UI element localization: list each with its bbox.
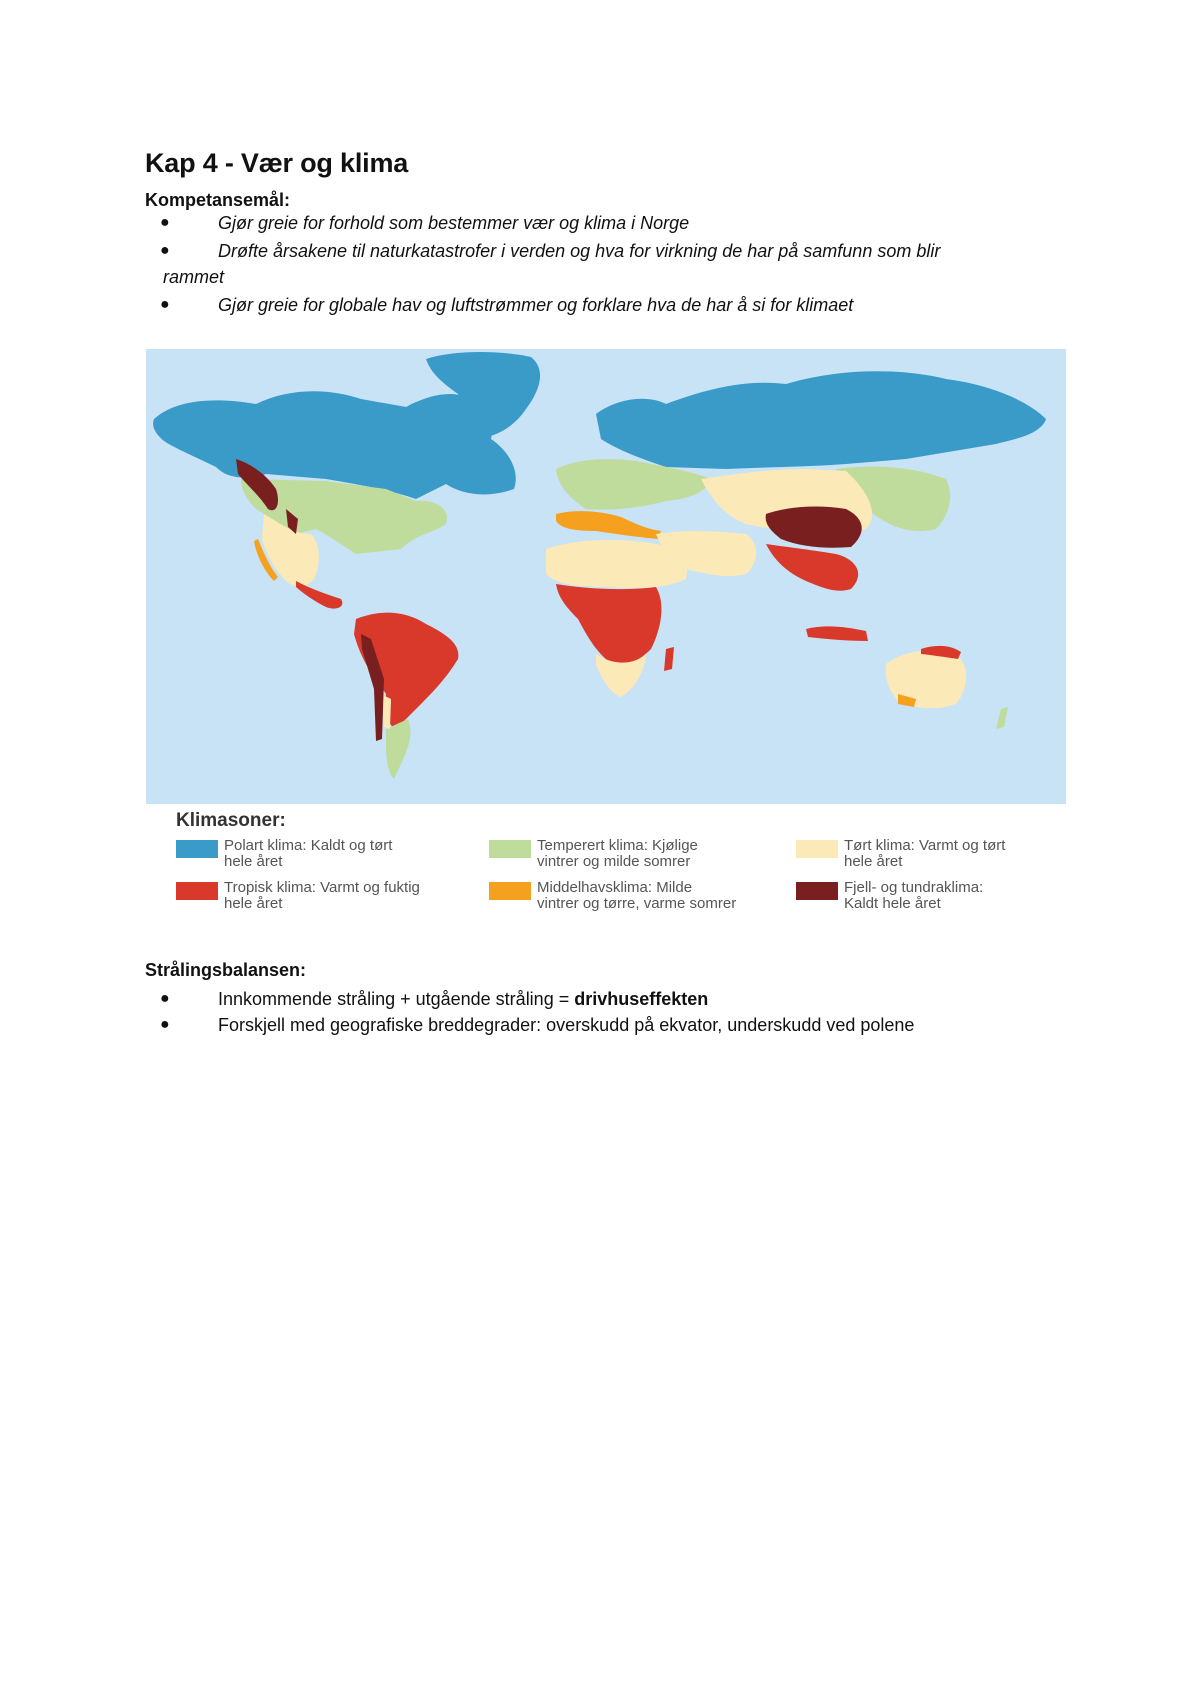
climate-zone-map [146, 349, 1066, 804]
radiation-text: Innkommende stråling + utgående stråling = [218, 989, 575, 1009]
radiation-heading: Strålingsbalansen: [145, 960, 307, 980]
legend-label [224, 838, 464, 870]
legend-swatch [489, 840, 531, 858]
legend-item-temperate [489, 838, 779, 878]
goals-list [145, 210, 1065, 320]
goals-heading: Kompetansemål: [145, 190, 291, 210]
bullet-icon: ● [160, 242, 170, 259]
legend-label [844, 880, 1084, 912]
legend-line: hele året [844, 853, 903, 870]
legend-item-tropical [176, 880, 466, 920]
legend-item-polar [176, 838, 466, 878]
bullet-icon: ● [160, 296, 170, 313]
bullet-icon: ● [160, 214, 170, 231]
legend-swatch [176, 882, 218, 900]
legend-line: hele året [224, 895, 283, 912]
bullet-icon: ● [160, 990, 170, 1007]
legend-title: Klimasoner: [176, 810, 286, 831]
legend-line: Middelhavsklima: Milde [537, 879, 693, 896]
world-map-image [146, 349, 1066, 804]
goal-text: Gjør greie for globale hav og luftstrømmer og forklare hva de har å si for klimaet [218, 295, 854, 315]
goal-text: Drøfte årsakene til naturkatastrofer i verden og hva for virkning de har på samfunn som blir [218, 241, 941, 261]
map-legend [146, 808, 1066, 920]
legend-label [844, 838, 1084, 870]
legend-swatch [796, 840, 838, 858]
legend-line: Tørt klima: Varmt og tørt [844, 837, 1006, 854]
legend-item-mediterranean [489, 880, 779, 920]
legend-line: Polart klima: Kaldt og tørt [224, 837, 393, 854]
radiation-bold-term: drivhuseffekten [574, 989, 709, 1009]
radiation-text: Forskjell med geografiske breddegrader: overskudd på ekvator, underskudd ved polene [218, 1015, 915, 1035]
legend-line: Kaldt hele året [844, 895, 941, 912]
legend-line: Temperert klima: Kjølige [537, 837, 698, 854]
bullet-icon: ● [160, 1016, 170, 1033]
legend-item-dry [796, 838, 1086, 878]
legend-label [224, 880, 464, 912]
radiation-item [145, 1012, 1065, 1038]
goal-item [145, 210, 1065, 236]
legend-item-mountain [796, 880, 1086, 920]
goal-item [145, 238, 1065, 290]
australia-dry [886, 650, 967, 708]
legend-line: Fjell- og tundraklima: [844, 879, 984, 896]
legend-line: hele året [224, 853, 283, 870]
goal-text: Gjør greie for forhold som bestemmer vær og klima i Norge [218, 213, 690, 233]
legend-swatch [176, 840, 218, 858]
page-title: Kap 4 - Vær og klima [145, 148, 409, 178]
legend-line: vintrer og tørre, varme somrer [537, 895, 737, 912]
legend-label [537, 838, 777, 870]
legend-swatch [489, 882, 531, 900]
goal-text-continuation: rammet [163, 267, 225, 287]
legend-label [537, 880, 777, 912]
radiation-list [145, 986, 1065, 1038]
goal-item [145, 292, 1065, 318]
legend-line: vintrer og milde somrer [537, 853, 691, 870]
legend-swatch [796, 882, 838, 900]
radiation-item [145, 986, 1065, 1012]
legend-line: Tropisk klima: Varmt og fuktig [224, 879, 420, 896]
